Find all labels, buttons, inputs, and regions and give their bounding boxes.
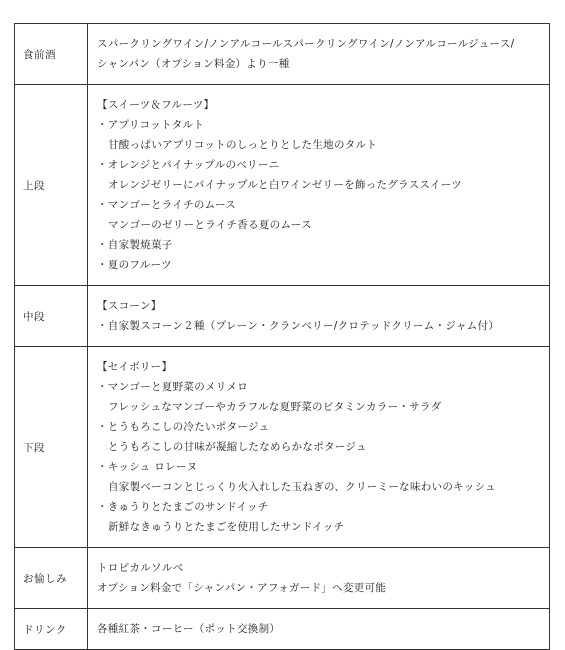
course-content <box>88 609 550 650</box>
menu-item: スパークリングワイン/ノンアルコールスパークリングワイン/ノンアルコールジュース/ <box>97 38 515 50</box>
menu-table <box>14 23 550 650</box>
menu-item: ・きゅうりとたまごのサンドイッチ <box>97 501 269 513</box>
menu-item: ・夏のフルーツ <box>97 259 172 271</box>
menu-item: ・自家製焼菓子 <box>97 239 173 251</box>
item-description: 自家製ベーコンとじっくり火入れした玉ねぎの、クリーミーな味わいのキッシュ <box>108 481 496 493</box>
item-description: オレンジゼリーにパイナップルと白ワインゼリーを飾ったグラススイーツ <box>108 179 462 191</box>
menu-item: ・自家製スコーン２種（プレーン・クランベリー/クロテッドクリーム・ジャム付） <box>97 320 500 332</box>
item-description: マンゴーのゼリーとライチ香る夏のムース <box>108 219 312 231</box>
menu-row <box>15 548 550 609</box>
course-label: お愉しみ <box>15 548 88 609</box>
menu-item: シャンパン（オプション料金）より一種 <box>97 58 290 70</box>
course-content <box>88 85 550 286</box>
item-description: とうもろこしの甘味が凝縮したなめらかなポタージュ <box>108 441 367 453</box>
menu-item: 【セイボリー】 <box>97 361 173 373</box>
menu-row <box>15 85 550 286</box>
course-label: 下段 <box>15 347 88 548</box>
item-description: フレッシュなマンゴーやカラフルな夏野菜のビタミンカラー・サラダ <box>108 401 442 413</box>
menu-item: ・アプリコットタルト <box>97 119 205 131</box>
course-content <box>88 24 550 85</box>
menu-item: 各種紅茶・コーヒー（ポット交換制） <box>97 623 281 635</box>
menu-item: ・マンゴーと夏野菜のメリメロ <box>97 381 248 393</box>
menu-item: ・マンゴーとライチのムース <box>97 199 237 211</box>
menu-row <box>15 609 550 650</box>
course-content <box>88 548 550 609</box>
menu-item: トロピカルソルベ <box>97 562 184 574</box>
menu-row <box>15 286 550 347</box>
course-label: 上段 <box>15 85 88 286</box>
menu-table-body <box>15 24 550 650</box>
menu-item: 【スコーン】 <box>97 300 162 312</box>
menu-item: ・キッシュ ロレーヌ <box>97 461 198 473</box>
course-label: ドリンク <box>15 609 88 650</box>
menu-item: ・オレンジとパイナップルのベリーニ <box>97 159 280 171</box>
menu-item: オプション料金で「シャンパン・アフォガード」へ変更可能 <box>97 582 387 594</box>
course-content <box>88 286 550 347</box>
menu-item: 【スイーツ＆フルーツ】 <box>97 99 215 111</box>
menu-row <box>15 347 550 548</box>
menu-item: ・とうもろこしの冷たいポタージュ <box>97 421 270 433</box>
item-description: 甘酸っぱいアプリコットのしっとりとした生地のタルト <box>108 139 378 151</box>
course-label: 中段 <box>15 286 88 347</box>
course-label: 食前酒 <box>15 24 88 85</box>
item-description: 新鮮なきゅうりとたまごを使用したサンドイッチ <box>108 521 345 533</box>
menu-row <box>15 24 550 85</box>
course-content <box>88 347 550 548</box>
